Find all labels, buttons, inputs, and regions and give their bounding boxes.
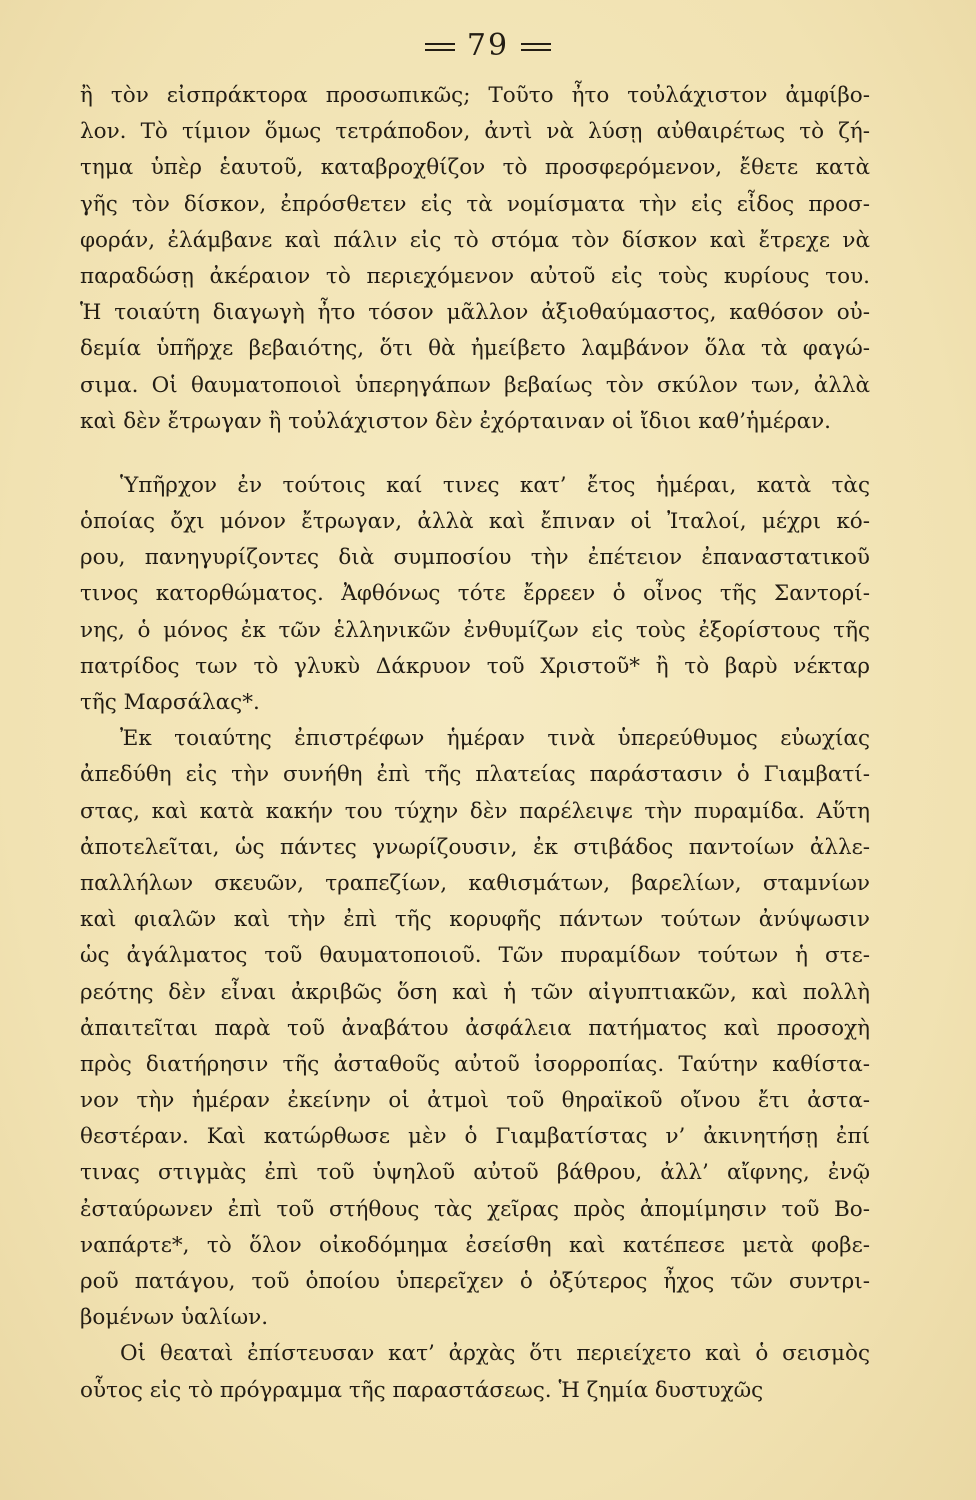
text-line: ἀποτελεῖται, ὡς πάντες γνωρίζουσιν, ἐκ στιβάδος παντοίων ἀλλε- — [80, 834, 870, 860]
text-line: σιμα. Οἱ θαυματοποιοὶ ὑπερηγάπων βεβαίως τὸν σκύλον των, ἀλλὰ — [80, 372, 870, 398]
text-line: ρου, πανηγυρίζοντες διὰ συμποσίου τὴν ἐπέτειον ἐπαναστατικοῦ — [80, 545, 870, 571]
body-text — [80, 78, 870, 1409]
text-line: νης, ὁ μόνος ἐκ τῶν ἑλληνικῶν ἐνθυμίζων εἰς τοὺς ἐξορίστους τῆς — [80, 617, 870, 643]
text-line: γῆς τὸν δίσκον, ἐπρόσθετεν εἰς τὰ νομίσματα τὴν εἰς εἶδος προσ- — [80, 191, 870, 217]
text-line: βομένων ὑαλίων. — [80, 1305, 269, 1331]
paragraph — [80, 721, 870, 1336]
decorative-double-dash-right — [521, 43, 551, 51]
text-line: καὶ δὲν ἔτρωγαν ἢ τοὐλάχιστον δὲν ἐχόρταιναν οἱ ἴδιοι καθ’ἡμέραν. — [80, 408, 832, 434]
text-line: Οἱ θεαταὶ ἐπίστευσαν κατ’ ἀρχὰς ὅτι περιείχετο καὶ ὁ σεισμὸς — [120, 1341, 870, 1367]
text-line: πρὸς διατήρησιν τῆς ἀσταθοῦς αὐτοῦ ἰσορροπίας. Ταύτην καθίστα- — [80, 1051, 870, 1077]
text-line: τῆς Μαρσάλας*. — [80, 690, 260, 715]
paragraph — [80, 78, 870, 440]
text-line: παλλήλων σκευῶν, τραπεζίων, καθισμάτων, βαρελίων, σταμνίων — [80, 870, 870, 896]
text-line: ὡς ἀγάλματος τοῦ θαυματοποιοῦ. Τῶν πυραμίδων τούτων ἡ στε- — [80, 943, 870, 969]
text-line: τινας στιγμὰς ἐπὶ τοῦ ὑψηλοῦ αὐτοῦ βάθρου, ἀλλ’ αἴφνης, ἐνῷ — [80, 1160, 870, 1186]
paragraph-gap — [80, 440, 870, 468]
text-line: παραδώσῃ ἀκέραιον τὸ περιεχόμενον αὐτοῦ εἰς τοὺς κυρίους του. — [80, 263, 870, 289]
paragraph — [80, 468, 870, 721]
text-line: οὗτος εἰς τὸ πρόγραμμα τῆς παραστάσεως. Ἡ ζημία δυστυχῶς — [80, 1377, 764, 1403]
text-line: ναπάρτε*, τὸ ὅλον οἰκοδόμημα ἐσείσθη καὶ κατέπεσε μετὰ φοβε- — [80, 1232, 870, 1258]
text-line: τημα ὑπὲρ ἑαυτοῦ, καταβροχθίζον τὸ προσφερόμενον, ἔθετε κατὰ — [80, 155, 870, 181]
text-line: ἀπεδύθη εἰς τὴν συνήθη ἐπὶ τῆς πλατείας παράστασιν ὁ Γιαμβατί- — [80, 762, 870, 788]
text-line: λον. Τὸ τίμιον ὅμως τετράποδον, ἀντὶ νὰ λύσῃ αὐθαιρέτως τὸ ζή- — [80, 119, 870, 145]
text-line: καὶ φιαλῶν καὶ τὴν ἐπὶ τῆς κορυφῆς πάντων τούτων ἀνύψωσιν — [80, 907, 870, 933]
page-number: 79 — [466, 28, 510, 63]
text-line: ροῦ πατάγου, τοῦ ὁποίου ὑπερεῖχεν ὁ ὀξύτερος ἦχος τῶν συντρι- — [80, 1269, 870, 1294]
text-line: ἀπαιτεῖται παρὰ τοῦ ἀναβάτου ἀσφάλεια πατήματος καὶ προσοχὴ — [80, 1015, 870, 1041]
paragraph — [80, 1336, 870, 1408]
text-line: δεμία ὑπῆρχε βεβαιότης, ὅτι θὰ ἠμείβετο λαμβάνον ὅλα τὰ φαγώ- — [80, 336, 870, 362]
text-line: Ἐκ τοιαύτης ἐπιστρέφων ἡμέραν τινὰ ὑπερεύθυμος εὐωχίας — [120, 726, 870, 752]
text-line: τινος κατορθώματος. Ἀφθόνως τότε ἔρρεεν ὁ οἶνος τῆς Σαντορί- — [80, 581, 870, 607]
text-line: ὁποίας ὄχι μόνον ἔτρωγαν, ἀλλὰ καὶ ἔπιναν οἱ Ἰταλοί, μέχρι κό- — [80, 509, 870, 535]
text-line: νον τὴν ἡμέραν ἐκείνην οἱ ἀτμοὶ τοῦ θηραϊκοῦ οἴνου ἔτι ἀστα- — [80, 1088, 870, 1114]
text-line: ἐσταύρωνεν ἐπὶ τοῦ στήθους τὰς χεῖρας πρὸς ἀπομίμησιν τοῦ Βο- — [80, 1196, 870, 1222]
text-line: θεστέραν. Καὶ κατώρθωσε μὲν ὁ Γιαμβατίστας ν’ ἀκινητήσῃ ἐπί — [80, 1124, 870, 1150]
page-number-header — [0, 28, 976, 63]
text-line: φοράν, ἐλάμβανε καὶ πάλιν εἰς τὸ στόμα τὸν δίσκον καὶ ἔτρεχε νὰ — [80, 227, 870, 253]
text-line: ἢ τὸν εἰσπράκτορα προσωπικῶς; Τοῦτο ἦτο τοὐλάχιστον ἀμφίβο- — [80, 83, 870, 108]
text-line: Ἡ τοιαύτη διαγωγὴ ἦτο τόσον μᾶλλον ἀξιοθαύμαστος, καθόσον οὐ- — [80, 300, 870, 326]
text-line: πατρίδος των τὸ γλυκὺ Δάκρυον τοῦ Χριστοῦ* ἢ τὸ βαρὺ νέκταρ — [80, 653, 870, 679]
text-line: Ὑπῆρχον ἐν τούτοις καί τινες κατ’ ἔτος ἡμέραι, κατὰ τὰς — [120, 472, 870, 498]
decorative-double-dash-left — [425, 43, 455, 51]
text-line: ρεότης δὲν εἶναι ἀκριβῶς ὅση καὶ ἡ τῶν αἰγυπτιακῶν, καὶ πολλὴ — [80, 979, 870, 1005]
text-line: στας, καὶ κατὰ κακήν του τύχην δὲν παρέλειψε τὴν πυραμίδα. Αὕτη — [80, 798, 870, 824]
